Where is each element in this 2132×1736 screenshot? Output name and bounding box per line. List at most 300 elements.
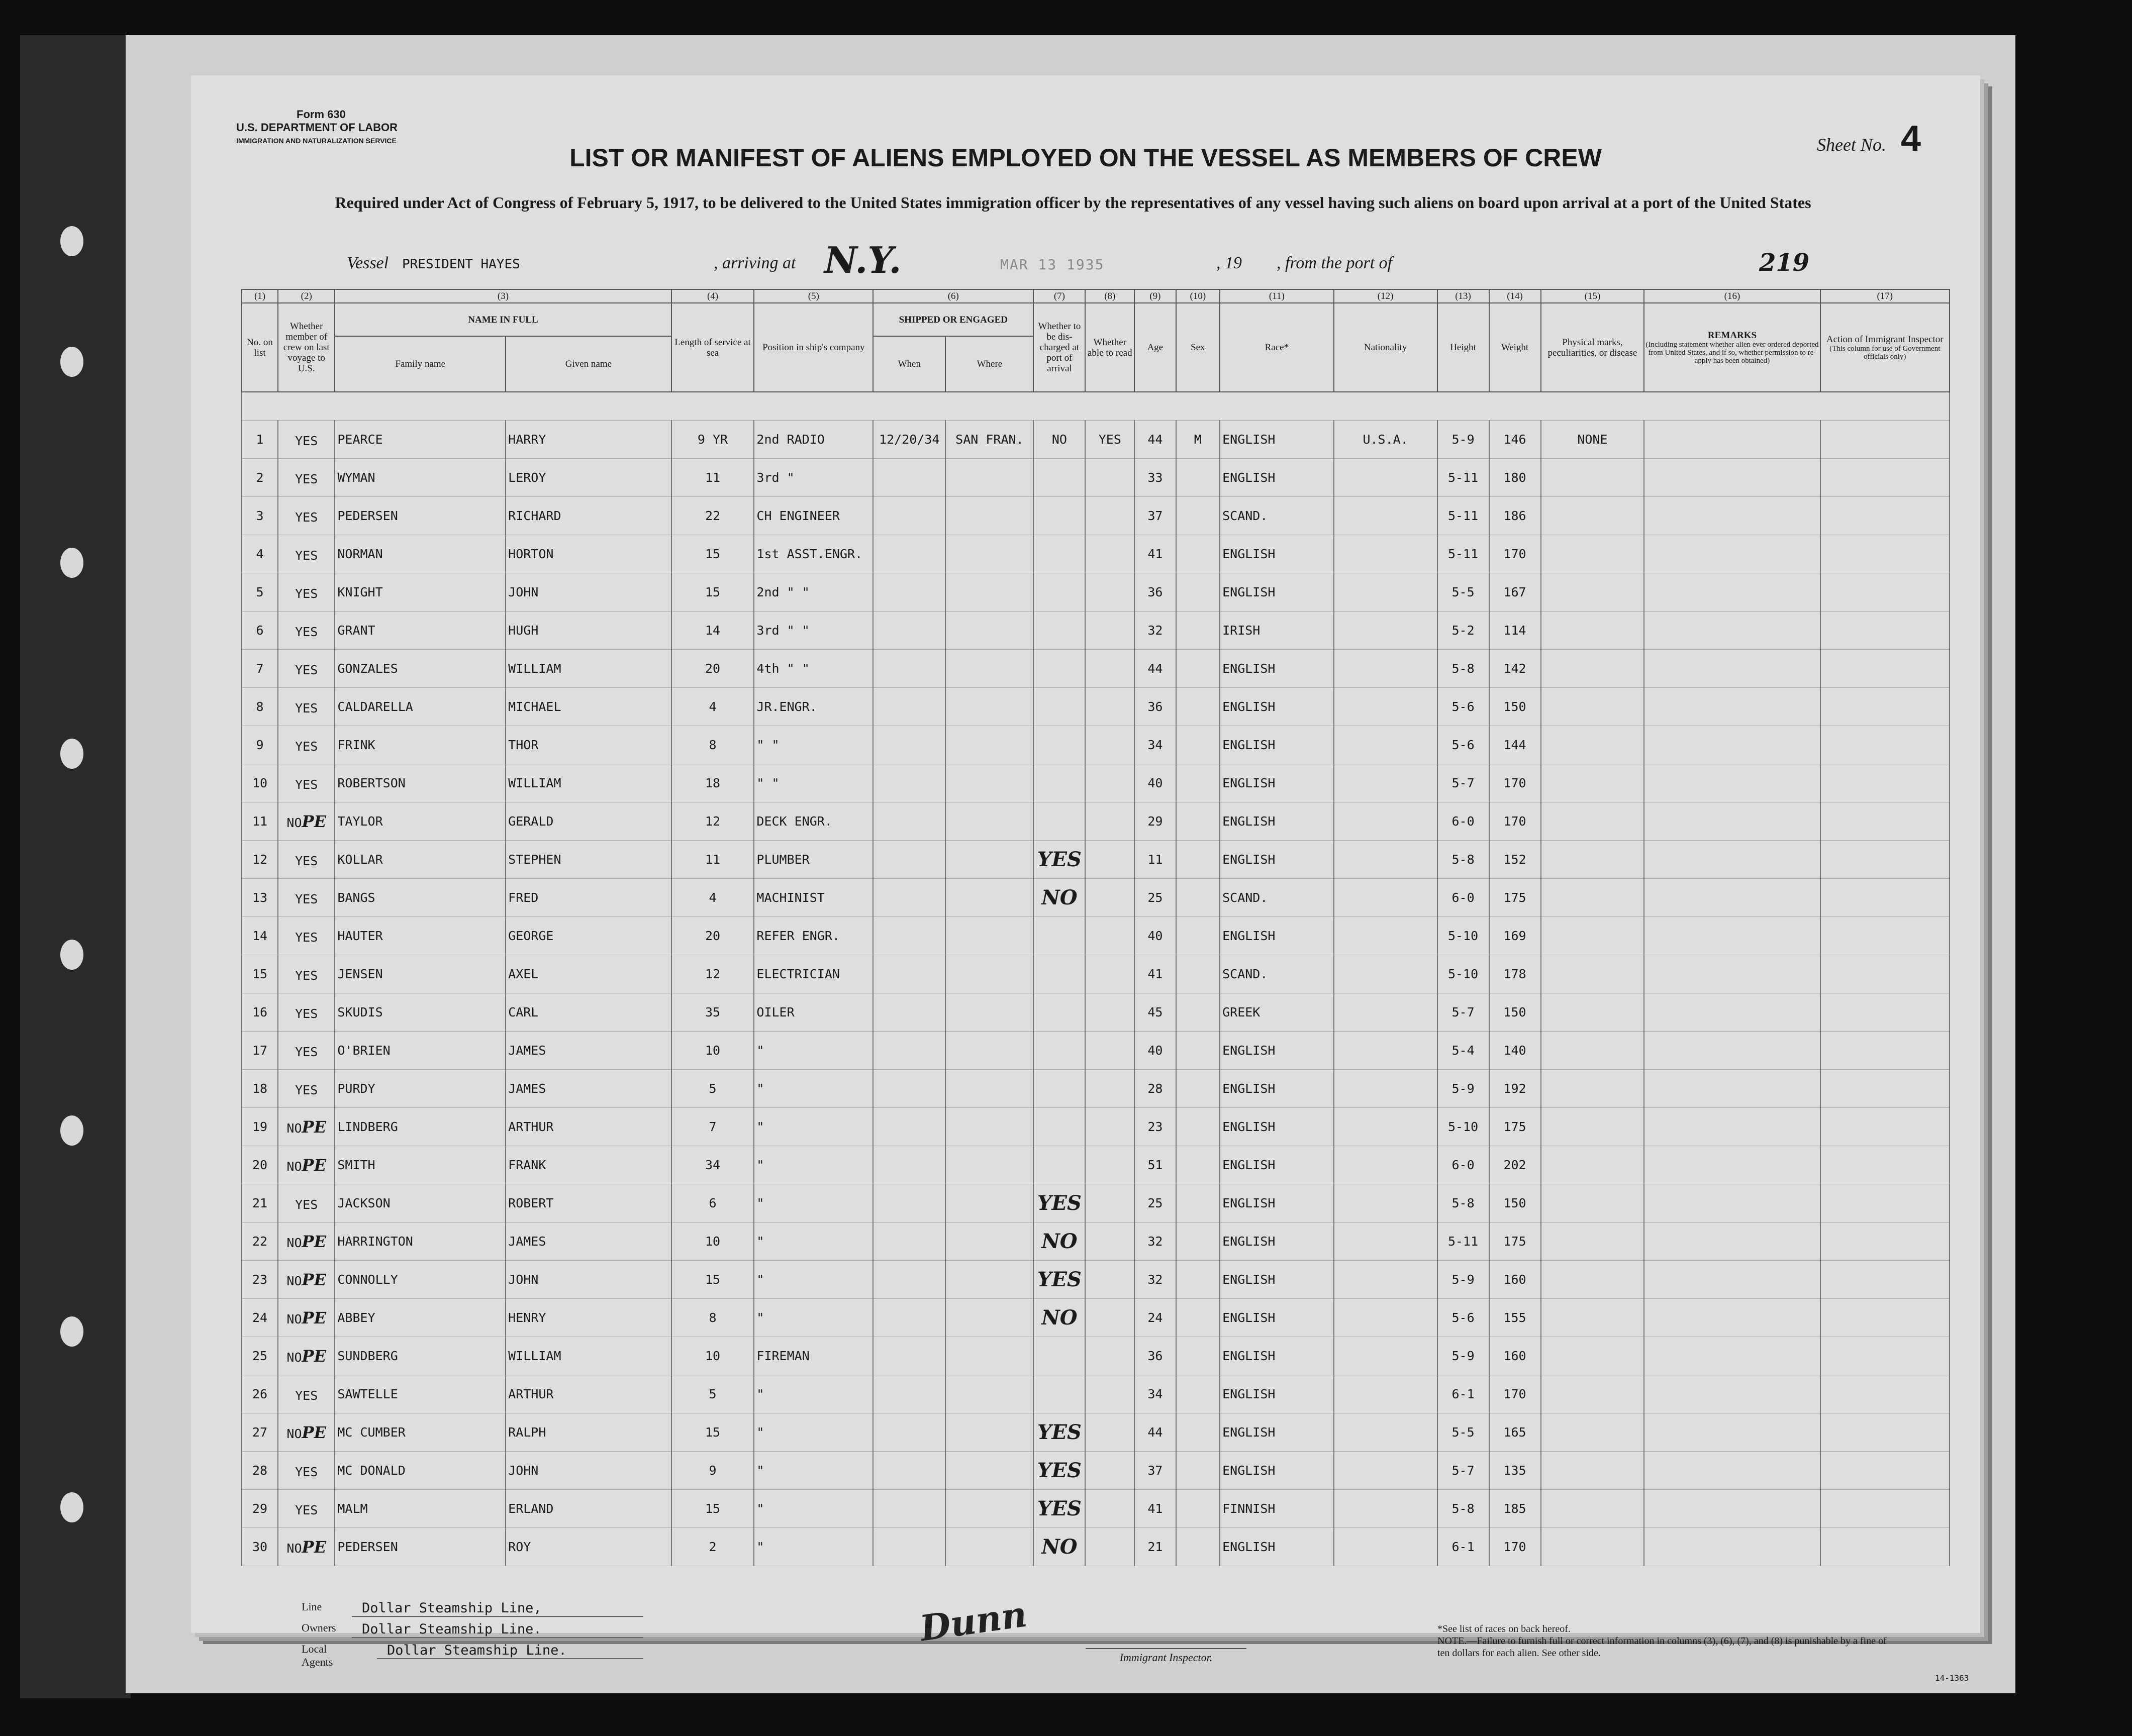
physical-marks-cell	[1541, 497, 1644, 535]
inspector-action-cell	[1820, 688, 1950, 726]
last-voyage-cell	[278, 1299, 335, 1337]
physical-marks-cell	[1541, 1490, 1644, 1528]
weight-value: 175	[1503, 1234, 1526, 1249]
sex-cell	[1176, 688, 1220, 726]
family-name-value: SUNDBERG	[337, 1349, 398, 1363]
shipped-when-cell	[873, 1222, 945, 1261]
date-stamp: MAR 13 1935	[1000, 256, 1105, 273]
race-value: ENGLISH	[1222, 1119, 1276, 1134]
given-name-cell	[506, 650, 671, 688]
given-name-value: HARRY	[508, 432, 546, 447]
inspector-note: (This column for use of Government officials only)	[1829, 345, 1941, 361]
row-number-value: 7	[256, 661, 264, 676]
able-to-read-cell	[1085, 1032, 1134, 1070]
last-voyage-value: NO	[286, 1541, 302, 1556]
given-name-value: RICHARD	[508, 508, 561, 523]
shipped-when-cell	[873, 1299, 945, 1337]
discharged-cell	[1033, 459, 1085, 497]
weight-value: 144	[1503, 738, 1526, 752]
given-name-value: STEPHEN	[508, 852, 561, 867]
column-number-row	[242, 289, 1950, 303]
given-name-value: WILLIAM	[508, 776, 561, 790]
given-name-cell	[506, 611, 671, 650]
family-name-value: BANGS	[337, 890, 375, 905]
height-cell	[1437, 1299, 1489, 1337]
age-value: 44	[1147, 661, 1163, 676]
shipped-when-cell	[873, 497, 945, 535]
row-number-value: 14	[252, 929, 268, 943]
weight-cell	[1489, 1070, 1541, 1108]
shipped-where-value: SAN FRAN.	[955, 432, 1024, 447]
last-voyage-value: YES	[295, 471, 318, 486]
position-value: 3rd " "	[756, 623, 810, 638]
age-cell	[1134, 611, 1176, 650]
row-number-cell	[242, 650, 278, 688]
height-cell	[1437, 459, 1489, 497]
weight-cell	[1489, 955, 1541, 993]
given-name-cell	[506, 955, 671, 993]
shipped-when-cell	[873, 1490, 945, 1528]
discharged-cell	[1033, 1222, 1085, 1261]
family-name-value: PEDERSEN	[337, 508, 398, 523]
row-number-cell	[242, 1032, 278, 1070]
agents-value: Dollar Steamship Line.	[377, 1643, 643, 1659]
department: U.S. DEPARTMENT OF LABOR	[236, 121, 398, 134]
handwritten-mark: PE	[302, 1308, 326, 1327]
age-cell	[1134, 1413, 1176, 1452]
shipped-when-cell	[873, 1108, 945, 1146]
race-value: ENGLISH	[1222, 699, 1276, 714]
table-row	[242, 421, 1950, 459]
discharged-cell	[1033, 1108, 1085, 1146]
family-name-cell	[335, 1299, 506, 1337]
position-cell	[754, 421, 873, 459]
family-name-value: JACKSON	[337, 1196, 391, 1210]
able-to-read-cell	[1085, 917, 1134, 955]
nationality-cell	[1334, 611, 1437, 650]
last-voyage-cell	[278, 650, 335, 688]
sex-cell	[1176, 1032, 1220, 1070]
remarks-cell	[1644, 650, 1820, 688]
able-to-read-cell	[1085, 1528, 1134, 1566]
shipped-where-cell	[945, 611, 1033, 650]
shipped-where-cell	[945, 993, 1033, 1032]
given-name-value: ARTHUR	[508, 1387, 554, 1401]
height-value: 5-10	[1447, 967, 1479, 981]
sex-cell	[1176, 955, 1220, 993]
weight-cell	[1489, 688, 1541, 726]
header-when: When	[873, 336, 945, 392]
position-value: "	[756, 1540, 764, 1554]
row-number-cell	[242, 1299, 278, 1337]
given-name-value: HENRY	[508, 1310, 546, 1325]
family-name-value: FRINK	[337, 738, 375, 752]
able-to-read-cell	[1085, 726, 1134, 764]
shipped-when-cell	[873, 421, 945, 459]
shipped-when-cell	[873, 459, 945, 497]
weight-value: 186	[1503, 508, 1526, 523]
row-number-cell	[242, 1337, 278, 1375]
family-name-cell	[335, 1146, 506, 1184]
table-row	[242, 1222, 1950, 1261]
given-name-value: ERLAND	[508, 1501, 554, 1516]
family-name-value: CONNOLLY	[337, 1272, 398, 1287]
shipped-when-cell	[873, 955, 945, 993]
last-voyage-value: NO	[286, 1426, 302, 1441]
age-cell	[1134, 535, 1176, 573]
service-length-value: 20	[705, 929, 721, 943]
height-value: 5-10	[1447, 1119, 1479, 1134]
row-number-value: 22	[252, 1234, 268, 1249]
remarks-cell	[1644, 459, 1820, 497]
nationality-cell	[1334, 1146, 1437, 1184]
service-length-cell	[671, 1184, 754, 1222]
weight-value: 192	[1503, 1081, 1526, 1096]
height-cell	[1437, 1184, 1489, 1222]
table-row	[242, 917, 1950, 955]
position-cell	[754, 1261, 873, 1299]
discharged-value: NO	[1041, 1230, 1078, 1253]
weight-value: 169	[1503, 929, 1526, 943]
nationality-cell	[1334, 1032, 1437, 1070]
weight-value: 180	[1503, 470, 1526, 485]
position-cell	[754, 1452, 873, 1490]
service-length-value: 10	[705, 1234, 721, 1249]
row-number-cell	[242, 1452, 278, 1490]
able-to-read-cell	[1085, 955, 1134, 993]
given-name-cell	[506, 841, 671, 879]
shipped-where-cell	[945, 1528, 1033, 1566]
family-name-value: HARRINGTON	[337, 1234, 413, 1249]
family-name-value: JENSEN	[337, 967, 383, 981]
service-length-value: 15	[705, 1272, 721, 1287]
family-name-value: PEARCE	[337, 432, 383, 447]
family-name-value: MC DONALD	[337, 1463, 406, 1478]
last-voyage-value: NO	[286, 1159, 302, 1174]
physical-marks-cell	[1541, 1375, 1644, 1413]
service-length-value: 7	[709, 1119, 717, 1134]
service-length-value: 9	[709, 1463, 717, 1478]
family-name-value: SMITH	[337, 1158, 375, 1172]
able-to-read-cell	[1085, 497, 1134, 535]
header-inspector-action	[1820, 303, 1950, 392]
nationality-cell	[1334, 726, 1437, 764]
race-cell	[1220, 1146, 1334, 1184]
sex-cell	[1176, 1108, 1220, 1146]
nationality-cell	[1334, 1222, 1437, 1261]
last-voyage-value: YES	[295, 739, 318, 754]
weight-cell	[1489, 497, 1541, 535]
col-num: (17)	[1820, 289, 1950, 303]
family-name-cell	[335, 726, 506, 764]
race-value: ENGLISH	[1222, 776, 1276, 790]
physical-marks-value: NONE	[1577, 432, 1608, 447]
remarks-cell	[1644, 1528, 1820, 1566]
family-name-cell	[335, 1032, 506, 1070]
nationality-cell	[1334, 1108, 1437, 1146]
family-name-cell	[335, 421, 506, 459]
race-cell	[1220, 1452, 1334, 1490]
position-value: "	[756, 1425, 764, 1440]
physical-marks-cell	[1541, 688, 1644, 726]
age-cell	[1134, 917, 1176, 955]
page-code: 219	[1759, 249, 1810, 277]
shipped-when-cell	[873, 1375, 945, 1413]
discharged-cell	[1033, 1146, 1085, 1184]
table-row	[242, 1070, 1950, 1108]
age-cell	[1134, 1452, 1176, 1490]
remarks-cell	[1644, 1337, 1820, 1375]
shipped-where-cell	[945, 459, 1033, 497]
table-row	[242, 1337, 1950, 1375]
discharged-cell	[1033, 955, 1085, 993]
age-value: 32	[1147, 623, 1163, 638]
given-name-value: GEORGE	[508, 929, 554, 943]
discharged-cell	[1033, 535, 1085, 573]
weight-cell	[1489, 879, 1541, 917]
last-voyage-cell	[278, 1222, 335, 1261]
given-name-value: JAMES	[508, 1234, 546, 1249]
family-name-cell	[335, 1070, 506, 1108]
table-row	[242, 688, 1950, 726]
shipped-when-cell	[873, 726, 945, 764]
last-voyage-cell	[278, 611, 335, 650]
height-cell	[1437, 1528, 1489, 1566]
shipped-where-cell	[945, 1070, 1033, 1108]
service-length-cell	[671, 1261, 754, 1299]
header-weight: Weight	[1489, 303, 1541, 392]
remarks-cell	[1644, 1413, 1820, 1452]
inspector-action-cell	[1820, 1184, 1950, 1222]
height-value: 5-9	[1451, 1272, 1475, 1287]
given-name-cell	[506, 1299, 671, 1337]
height-value: 5-8	[1451, 1196, 1475, 1210]
able-to-read-cell	[1085, 688, 1134, 726]
position-cell	[754, 688, 873, 726]
physical-marks-cell	[1541, 1108, 1644, 1146]
sex-cell	[1176, 650, 1220, 688]
family-name-value: PURDY	[337, 1081, 375, 1096]
race-value: ENGLISH	[1222, 432, 1276, 447]
family-name-value: TAYLOR	[337, 814, 383, 829]
service-length-value: 14	[705, 623, 721, 638]
arriving-port: N.Y.	[824, 239, 902, 281]
service-length-cell	[671, 726, 754, 764]
age-value: 34	[1147, 738, 1163, 752]
shipped-when-cell	[873, 1184, 945, 1222]
row-number-cell	[242, 535, 278, 573]
weight-cell	[1489, 1146, 1541, 1184]
family-name-cell	[335, 841, 506, 879]
handwritten-mark: PE	[302, 1232, 326, 1251]
weight-value: 160	[1503, 1349, 1526, 1363]
row-number-cell	[242, 688, 278, 726]
service-length-cell	[671, 1299, 754, 1337]
race-value: SCAND.	[1222, 890, 1268, 905]
discharged-value: YES	[1037, 848, 1082, 871]
race-cell	[1220, 573, 1334, 611]
height-cell	[1437, 535, 1489, 573]
row-number-cell	[242, 917, 278, 955]
service-length-cell	[671, 1413, 754, 1452]
page-subtitle: Required under Act of Congress of February 5, 1917, to be delivered to the United States immigration officer by the representatives of any vessel having such aliens on board upon arrival at a port of the United States	[335, 193, 1811, 212]
discharged-cell	[1033, 841, 1085, 879]
height-cell	[1437, 802, 1489, 841]
able-to-read-cell	[1085, 1375, 1134, 1413]
inspector-action-cell	[1820, 1261, 1950, 1299]
last-voyage-cell	[278, 726, 335, 764]
physical-marks-cell	[1541, 955, 1644, 993]
nationality-cell	[1334, 1337, 1437, 1375]
races-note: *See list of races on back hereof.	[1437, 1623, 1571, 1635]
able-to-read-cell	[1085, 764, 1134, 802]
header-read: Whether able to read	[1085, 303, 1134, 392]
able-to-read-cell	[1085, 1413, 1134, 1452]
position-value: 3rd "	[756, 470, 795, 485]
sex-cell	[1176, 1528, 1220, 1566]
last-voyage-value: YES	[295, 1464, 318, 1479]
last-voyage-cell	[278, 1108, 335, 1146]
given-name-value: JOHN	[508, 1463, 539, 1478]
height-value: 5-8	[1451, 852, 1475, 867]
inspector-action-cell	[1820, 1528, 1950, 1566]
weight-value: 170	[1503, 776, 1526, 790]
height-value: 6-0	[1451, 1158, 1475, 1172]
last-voyage-cell	[278, 497, 335, 535]
race-value: ENGLISH	[1222, 1425, 1276, 1440]
punch-hole	[60, 1316, 83, 1347]
position-cell	[754, 802, 873, 841]
row-number-cell	[242, 421, 278, 459]
sex-cell	[1176, 802, 1220, 841]
weight-cell	[1489, 1299, 1541, 1337]
position-value: 1st ASST.ENGR.	[756, 547, 863, 561]
shipped-where-cell	[945, 1222, 1033, 1261]
last-voyage-cell	[278, 1337, 335, 1375]
sex-cell	[1176, 497, 1220, 535]
shipped-where-cell	[945, 1032, 1033, 1070]
col-num: (1)	[242, 289, 278, 303]
form-code: 14-1363	[1935, 1673, 1969, 1683]
discharged-cell	[1033, 879, 1085, 917]
age-cell	[1134, 1299, 1176, 1337]
shipped-when-cell	[873, 573, 945, 611]
physical-marks-cell	[1541, 1299, 1644, 1337]
race-value: ENGLISH	[1222, 1463, 1276, 1478]
able-to-read-cell	[1085, 1299, 1134, 1337]
family-name-value: SKUDIS	[337, 1005, 383, 1019]
last-voyage-cell	[278, 1528, 335, 1566]
last-voyage-value: YES	[295, 968, 318, 983]
sheet-value: 4	[1900, 119, 1921, 159]
physical-marks-cell	[1541, 764, 1644, 802]
height-cell	[1437, 611, 1489, 650]
given-name-value: WILLIAM	[508, 661, 561, 676]
weight-cell	[1489, 841, 1541, 879]
able-to-read-cell	[1085, 841, 1134, 879]
last-voyage-value: NO	[286, 1350, 302, 1365]
race-cell	[1220, 1299, 1334, 1337]
shipped-where-cell	[945, 726, 1033, 764]
nationality-cell	[1334, 764, 1437, 802]
age-value: 41	[1147, 1501, 1163, 1516]
weight-cell	[1489, 1261, 1541, 1299]
shipped-when-cell	[873, 917, 945, 955]
given-name-value: AXEL	[508, 967, 539, 981]
given-name-value: ROY	[508, 1540, 531, 1554]
shipped-where-cell	[945, 841, 1033, 879]
service-length-cell	[671, 1452, 754, 1490]
row-number-cell	[242, 459, 278, 497]
sex-cell	[1176, 1222, 1220, 1261]
given-name-cell	[506, 1452, 671, 1490]
family-name-cell	[335, 611, 506, 650]
height-cell	[1437, 917, 1489, 955]
weight-value: 152	[1503, 852, 1526, 867]
discharged-cell	[1033, 421, 1085, 459]
able-to-read-cell	[1085, 573, 1134, 611]
family-name-value: ABBEY	[337, 1310, 375, 1325]
vessel-name: PRESIDENT HAYES	[402, 257, 520, 272]
age-value: 40	[1147, 929, 1163, 943]
remarks-cell	[1644, 764, 1820, 802]
position-value: REFER ENGR.	[756, 929, 840, 943]
physical-marks-cell	[1541, 917, 1644, 955]
given-name-cell	[506, 1146, 671, 1184]
header-sex: Sex	[1176, 303, 1220, 392]
age-cell	[1134, 1490, 1176, 1528]
family-name-cell	[335, 955, 506, 993]
age-value: 44	[1147, 432, 1163, 447]
row-number-cell	[242, 1261, 278, 1299]
nationality-cell	[1334, 1452, 1437, 1490]
remarks-cell	[1644, 1299, 1820, 1337]
height-cell	[1437, 1108, 1489, 1146]
family-name-cell	[335, 802, 506, 841]
table-row	[242, 573, 1950, 611]
age-value: 40	[1147, 1043, 1163, 1058]
shipped-where-cell	[945, 1490, 1033, 1528]
service-length-cell	[671, 688, 754, 726]
crew-manifest-table	[241, 289, 1950, 1566]
shipped-where-cell	[945, 1146, 1033, 1184]
nationality-cell	[1334, 955, 1437, 993]
inspector-action-cell	[1820, 726, 1950, 764]
weight-value: 114	[1503, 623, 1526, 638]
remarks-cell	[1644, 611, 1820, 650]
given-name-value: RALPH	[508, 1425, 546, 1440]
weight-cell	[1489, 421, 1541, 459]
row-number-value: 13	[252, 890, 268, 905]
age-value: 36	[1147, 1349, 1163, 1363]
shipped-when-value: 12/20/34	[879, 432, 940, 447]
given-name-cell	[506, 802, 671, 841]
discharged-cell	[1033, 1070, 1085, 1108]
service-length-value: 9 YR	[697, 432, 728, 447]
inspector-action-cell	[1820, 1375, 1950, 1413]
position-cell	[754, 879, 873, 917]
height-value: 5-9	[1451, 432, 1475, 447]
family-name-cell	[335, 573, 506, 611]
family-name-cell	[335, 459, 506, 497]
discharged-cell	[1033, 1490, 1085, 1528]
position-cell	[754, 993, 873, 1032]
last-voyage-value: YES	[295, 1006, 318, 1021]
age-cell	[1134, 1261, 1176, 1299]
height-value: 5-11	[1447, 470, 1479, 485]
given-name-cell	[506, 1184, 671, 1222]
service-length-value: 15	[705, 1501, 721, 1516]
